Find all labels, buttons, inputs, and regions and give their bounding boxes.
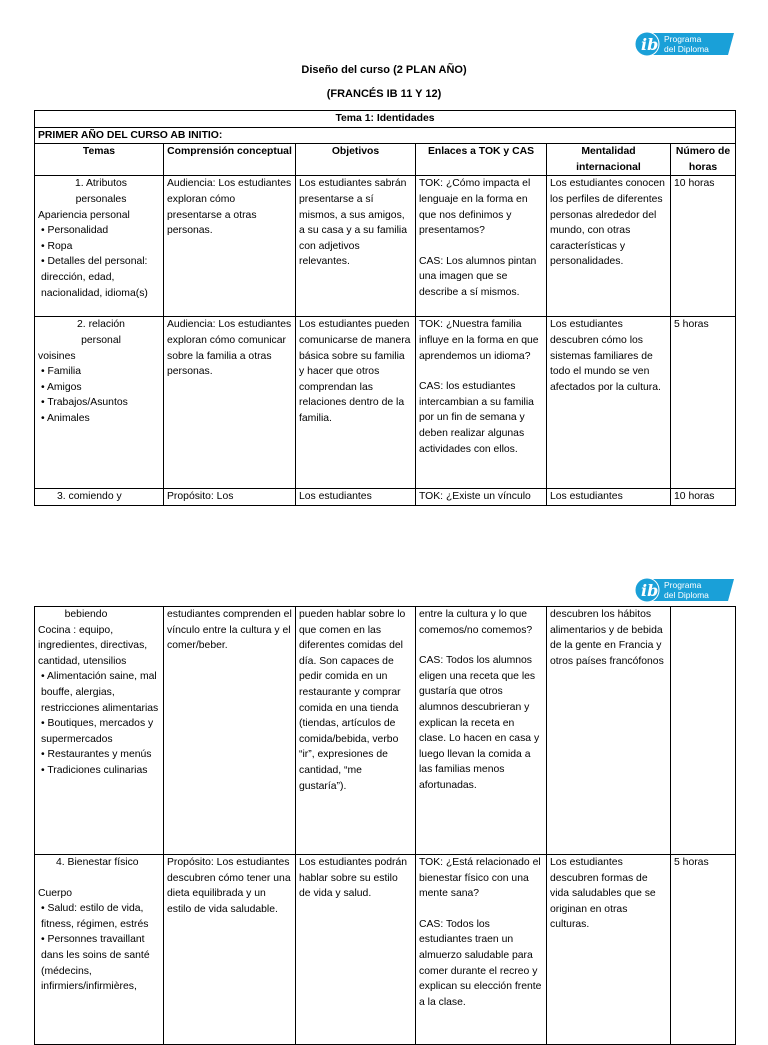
table-row (35, 317, 736, 489)
tema-item: • Restaurantes y menús (41, 749, 152, 761)
ib-logo-icon (634, 31, 734, 57)
ib-logo-icon (634, 577, 734, 603)
mentalidad-cell: Los estudiantes conocen los perfiles de diferentes personas alrededor del mundo, con otras características y personalidades. (547, 176, 671, 317)
objetivos-cell: Los estudiantes pueden comunicarse de manera básica sobre su familia y hacer que otros comprendan las relaciones dentro de la familia. (296, 317, 416, 489)
header-comprension: Comprensión conceptual (164, 144, 296, 176)
comprension-cell: Audiencia: Los estudiantes exploran cómo presentarse a otras personas. (164, 176, 296, 317)
comprension-cell: Propósito: Los estudiantes descubren cómo tener una dieta equilibrada y un estilo de vida saludable. (164, 855, 296, 1045)
enlaces-cell (416, 176, 547, 317)
tema-item: • Ropa (41, 240, 73, 252)
mentalidad-cell: Los estudiantes (547, 489, 671, 506)
header-row (35, 144, 736, 176)
horas-cell: 10 horas (671, 489, 736, 506)
tema-subtitle: Apariencia personal (38, 209, 130, 221)
header-temas: Temas (35, 144, 164, 176)
objetivos-cell: Los estudiantes podrán hablar sobre su estilo de vida y salud. (296, 855, 416, 1045)
tema-item: • Alimentación saine, mal bouffe, alergias, restricciones alimentarias (41, 671, 159, 714)
logo-line-2: del Diploma (664, 44, 709, 54)
svg-text:ib: ib (641, 581, 659, 600)
cas-text: CAS: Todos los alumnos eligen una receta que les gustaría que otros alumnos descubrieran y explican la receta en clase. Lo hacen en casa y luego llevan la comida a las familias menos afortunadas. (419, 655, 540, 791)
header-objetivos: Objetivos (296, 144, 416, 176)
tema-number: 3. comiendo y (35, 489, 164, 506)
tema-number: 4. Bienestar físico (56, 857, 139, 868)
course-design-table-continued (34, 606, 736, 1045)
tok-text: TOK: ¿Nuestra familia influye en la forma en que aprendemos un idioma? (419, 319, 539, 362)
tema-item: • Detalles del personal: dirección, edad, nacionalidad, idioma(s) (41, 256, 148, 299)
header-mentalidad: Mentalidad internacional (547, 144, 671, 176)
tema-item: • Amigos (41, 381, 82, 393)
cas-text: CAS: Todos los estudiantes traen un almuerzo saludable para comer durante el recreo y explican su elección frente a la clase. (419, 918, 542, 1008)
tema-item: • Boutiques, mercados y supermercados (41, 718, 154, 745)
enlaces-cell (416, 855, 547, 1045)
comprension-cell: Propósito: Los (164, 489, 296, 506)
tema-item: • Tradiciones culinarias (41, 764, 148, 776)
objetivos-cell: pueden hablar sobre lo que comen en las diferentes comidas del día. Son capaces de pedir comida en un restaurante y comprar comida en una tienda (tiendas, artículos de comida/bebida, verbo “ir”, expresiones de cantidad, “me gustaría”). (296, 607, 416, 855)
tema-number: 2. relación personal (77, 319, 125, 346)
horas-cell (671, 607, 736, 855)
tema-subtitle: Cocina : equipo, ingredientes, directivas, cantidad, utensilios (38, 624, 148, 667)
course-design-table (34, 110, 736, 506)
topic-row (35, 111, 736, 128)
temas-cell (35, 176, 164, 317)
mentalidad-cell: Los estudiantes descubren cómo los sistemas familiares de todo el mundo se ven afectados por la cultura. (547, 317, 671, 489)
mentalidad-cell: Los estudiantes descubren formas de vida saludables que se originan en otras culturas. (547, 855, 671, 1045)
objetivos-cell: Los estudiantes sabrán presentarse a sí mismos, a sus amigos, a su casa y a su familia con adjetivos relevantes. (296, 176, 416, 317)
logo-line-1: Programa (664, 580, 702, 590)
temas-cell (35, 855, 164, 1045)
tema-item: • Salud: estilo de vida, fitness, régimen, estrés (41, 903, 149, 930)
table-row (35, 489, 736, 506)
horas-cell: 5 horas (671, 855, 736, 1045)
tema-subtitle: voisines (38, 350, 76, 362)
tema-number: bebiendo (64, 609, 108, 620)
document-title: Diseño del curso (2 PLAN AÑO) (301, 64, 467, 76)
tema-item: • Animales (41, 412, 90, 424)
table-row (35, 607, 736, 855)
tema-subtitle: Cuerpo (38, 887, 73, 899)
cas-text: CAS: Los alumnos pintan una imagen que se describe a sí mismos. (419, 255, 537, 298)
year-title: PRIMER AÑO DEL CURSO AB INITIO: (35, 127, 736, 144)
objetivos-cell: Los estudiantes (296, 489, 416, 506)
horas-cell: 10 horas (671, 176, 736, 317)
page-2 (0, 568, 768, 1024)
table-row (35, 855, 736, 1045)
tok-text: TOK: ¿Está relacionado el bienestar físico con una mente sana? (419, 857, 541, 900)
cas-text: CAS: los estudiantes intercambian a su familia por un fin de semana y deben realizar algunas actividades con ellos. (419, 381, 534, 455)
topic-title: Tema 1: Identidades (35, 111, 736, 128)
mentalidad-cell: descubren los hábitos alimentarios y de bebida de la gente en Francia y otros países francófonos (547, 607, 671, 855)
tema-item: • Familia (41, 366, 82, 378)
logo-line-1: Programa (664, 34, 702, 44)
year-row (35, 127, 736, 144)
comprension-cell: estudiantes comprenden el vínculo entre la cultura y el comer/beber. (164, 607, 296, 855)
temas-cell (35, 607, 164, 855)
enlaces-cell: TOK: ¿Existe un vínculo (416, 489, 547, 506)
header-enlaces: Enlaces a TOK y CAS (416, 144, 547, 176)
tema-item: • Personalidad (41, 225, 109, 237)
horas-cell: 5 horas (671, 317, 736, 489)
logo-line-2: del Diploma (664, 590, 709, 600)
enlaces-cell (416, 317, 547, 489)
tok-text: TOK: ¿Cómo impacta el lenguaje en la forma en que nos definimos y presentamos? (419, 178, 531, 237)
comprension-cell: Audiencia: Los estudiantes exploran cómo comunicar sobre la familia a otras personas. (164, 317, 296, 489)
table-row (35, 176, 736, 317)
tok-text: entre la cultura y lo que comemos/no comemos? (419, 609, 533, 636)
header-horas: Número de horas (671, 144, 736, 176)
svg-text:ib: ib (641, 35, 659, 54)
temas-cell (35, 317, 164, 489)
enlaces-cell (416, 607, 547, 855)
tema-item: • Trabajos/Asuntos (41, 397, 128, 409)
tema-item: • Personnes travaillant dans les soins de santé (médecins, infirmiers/infirmières, (41, 934, 150, 993)
tema-number: 1. Atributos personales (75, 178, 127, 205)
document-subtitle: (FRANCÉS IB 11 Y 12) (326, 88, 442, 100)
